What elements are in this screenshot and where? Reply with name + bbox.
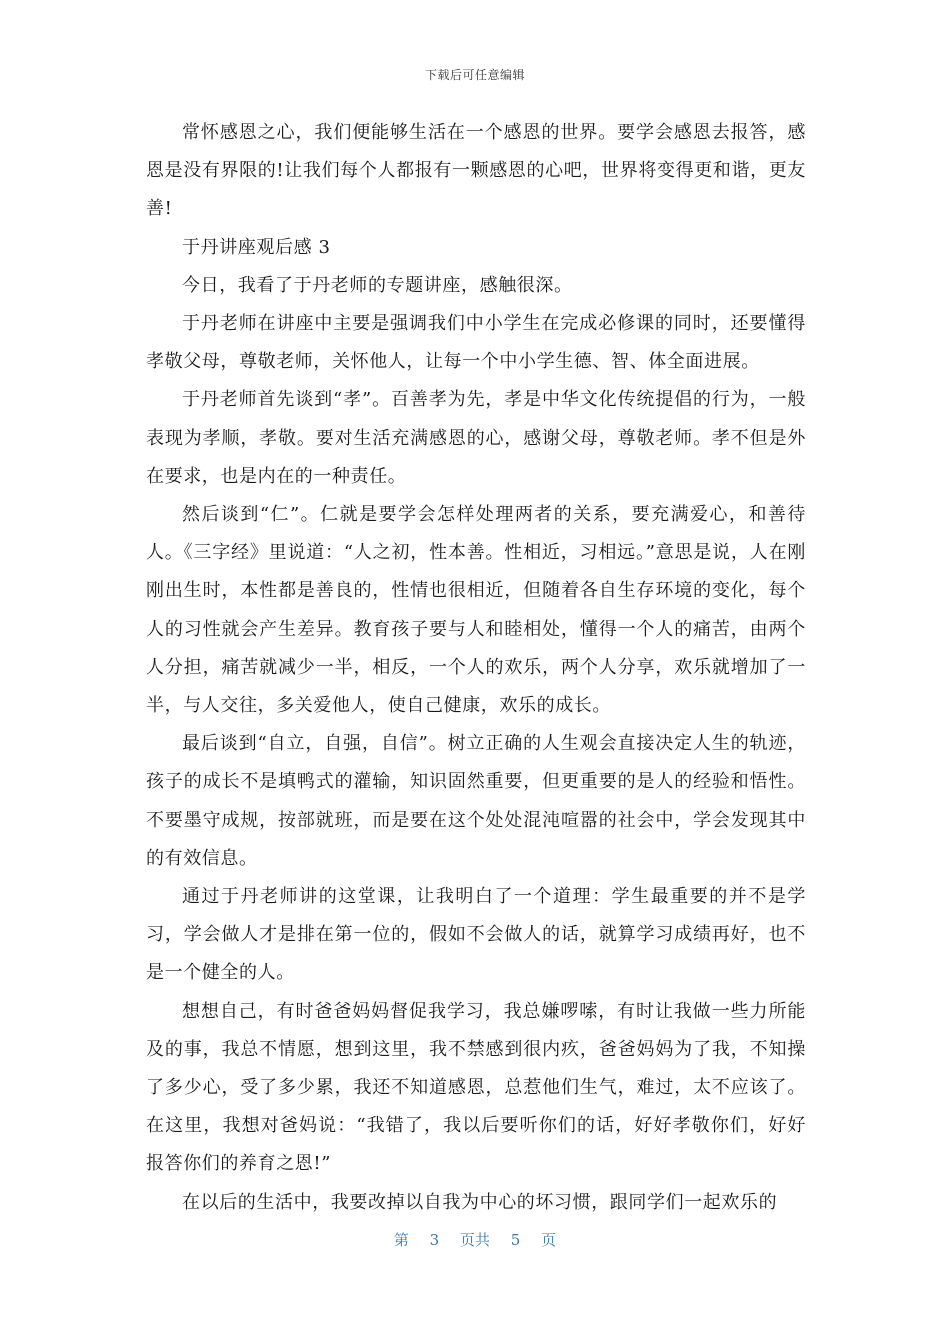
paragraph: 于丹老师首先谈到“孝”。百善孝为先，孝是中华文化传统提倡的行为，一般表现为孝顺，孝敬。要对生活充满感恩的心，感谢父母，尊敬老师。孝不但是外在要求，也是内在的一种责任。 [146,389,806,487]
paragraph: 于丹老师在讲座中主要是强调我们中小学生在完成必修课的同时，还要懂得孝敬父母，尊敬老师，关怀他人，让每一个中小学生德、智、体全面进展。 [146,313,806,373]
paragraph: 然后谈到“仁”。仁就是要学会怎样处理两者的关系，要充满爱心，和善待人。《三字经》里说道：“人之初，性本善。性相近，习相远。”意思是说，人在刚刚出生时，本性都是善良的，性情也很相近，但随着各自生存环境的变化，每个人的习性就会产生差异。教育孩子要与人和睦相处，懂得一个人的痛苦，由两个人分担，痛苦就减少一半，相反，一个人的欢乐，两个人分享，欢乐就增加了一半，与人交往，多关爱他人，使自己健康，欢乐的成长。 [146,504,806,717]
paragraph: 想想自己，有时爸爸妈妈督促我学习，我总嫌啰嗦，有时让我做一些力所能及的事，我总不情愿，想到这里，我不禁感到很内疚，爸爸妈妈为了我，不知操了多少心，受了多少累，我还不知道感恩，总惹他们生气，难过，太不应该了。在这里，我想对爸妈说：“我错了，我以后要听你们的话，好好孝敬你们，好好报答你们的养育之恩!” [146,1000,806,1175]
page-end-label: 页 [541,1231,557,1249]
paragraph: 在以后的生活中，我要改掉以自我为中心的坏习惯，跟同学们一起欢乐的 [182,1191,778,1213]
total-pages-number: 5 [510,1231,521,1249]
page-of-label: 页共 [459,1231,490,1249]
current-page-number: 3 [429,1231,440,1249]
paragraph: 今日，我看了于丹老师的专题讲座，感触很深。 [182,274,573,296]
page-label: 第 [393,1231,409,1249]
document-body [146,114,806,1222]
paragraph: 最后谈到“自立，自强，自信”。树立正确的人生观会直接决定人生的轨迹，孩子的成长不是填鸭式的灌输，知识固然重要，但更重要的是人的经验和悟性。不要墨守成规，按部就班，而是要在这个处处混沌喧嚣的社会中，学会发现其中的有效信息。 [146,733,806,869]
paragraph: 常怀感恩之心，我们便能够生活在一个感恩的世界。要学会感恩去报答，感恩是没有界限的!让我们每个人都报有一颗感恩的心吧，世界将变得更和谐，更友善! [146,122,806,220]
section-title: 于丹讲座观后感 3 [182,236,331,258]
page-footer [0,1229,950,1250]
paragraph: 通过于丹老师讲的这堂课，让我明白了一个道理：学生最重要的并不是学习，学会做人才是排在第一位的，假如不会做人的话，就算学习成绩再好，也不是一个健全的人。 [146,886,806,984]
header-note: 下载后可任意编辑 [424,68,525,82]
